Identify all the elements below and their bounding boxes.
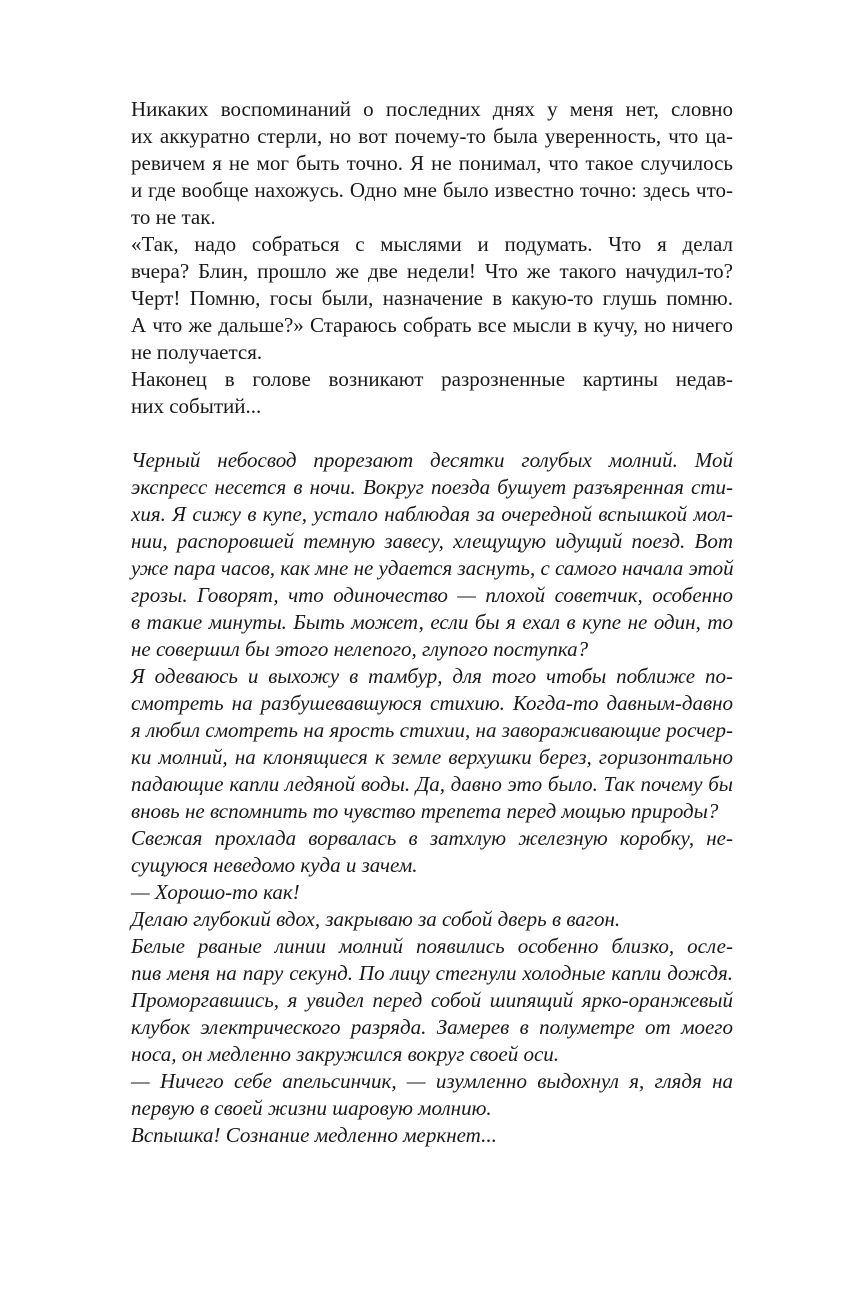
paragraph [103,1068,733,1122]
text-line: Белые рваные линии молний появились особенно близко, осле- [131,934,733,958]
text-line: уже пара часов, как мне не удается заснуть, с самого начала этой [131,556,734,580]
text-line: их аккуратно стерли, но вот почему-то была уверенность, что ца- [131,124,733,148]
text-line: нии, распоровшей темную завесу, хлещущую идущий поезд. Вот [131,529,733,553]
text-line: А что же дальше?» Стараюсь собрать все мысли в кучу, но ничего [131,313,733,337]
text-line: сущуюся неведомо куда и зачем. [131,853,418,877]
paragraph [103,231,733,366]
text-line: не получается. [131,340,263,364]
text-line: грозы. Говорят, что одиночество — плохой советчик, особенно [131,583,733,607]
paragraph [103,366,733,420]
text-line: вновь не вспомнить то чувство трепета перед мощью природы? [131,799,719,823]
book-page [103,96,733,1149]
text-line: них событий... [131,394,262,418]
paragraph [103,906,733,933]
paragraph [103,879,733,906]
text-line: ревичем я не мог быть точно. Я не понимал, что такое случилось [131,151,733,175]
paragraph [103,825,733,879]
text-line: в такие минуты. Быть может, если бы я ехал в купе не один, то [131,610,733,634]
text-line: то не так. [131,205,216,229]
paragraph [103,96,733,231]
text-line: Проморгавшись, я увидел перед собой шипящий ярко-оранжевый [131,988,733,1012]
text-line: ки молний, на клонящиеся к земле верхушки берез, горизонтально [131,745,733,769]
paragraph [103,1122,733,1149]
text-line: «Так, надо собраться с мыслями и подумать. Что я делал [131,232,733,256]
paragraph [103,447,733,663]
text-line: Делаю глубокий вдох, закрываю за собой дверь в вагон. [131,907,621,931]
text-line: первую в своей жизни шаровую молнию. [131,1096,492,1120]
text-line: Я одеваюсь и выхожу в тамбур, для того чтобы поближе по- [131,664,733,688]
text-line: — Хорошо-то как! [131,880,300,904]
text-line: Наконец в голове возникают разрозненные картины недав- [131,367,733,391]
text-line: Никаких воспоминаний о последних днях у меня нет, словно [131,97,733,121]
text-line: я любил смотреть на ярость стихии, на завораживающие росчер- [131,718,733,742]
text-line: экспресс несется в ночи. Вокруг поезда бушует разъяренная сти- [131,475,733,499]
text-line: падающие капли ледяной воды. Да, давно это было. Так почему бы [131,772,733,796]
text-line: — Ничего себе апельсинчик, — изумленно выдохнул я, глядя на [131,1069,733,1093]
text-line: Черт! Помню, госы были, назначение в какую-то глушь помню. [131,286,733,310]
text-line: Вспышка! Сознание медленно меркнет... [131,1123,497,1147]
text-line: хия. Я сижу в купе, устало наблюдая за очередной вспышкой мол- [131,502,733,526]
text-line: носа, он медленно закружился вокруг своей оси. [131,1042,560,1066]
italic-dream-section [103,447,733,1149]
text-line: смотреть на разбушевавшуюся стихию. Когда-то давным-давно [131,691,733,715]
upright-section [103,96,733,420]
paragraph [103,933,733,1068]
paragraph [103,663,733,825]
text-line: Черный небосвод прорезают десятки голубых молний. Мой [131,448,733,472]
text-line: Свежая прохлада ворвалась в затхлую железную коробку, не- [131,826,733,850]
text-line: клубок электрического разряда. Замерев в полуметре от моего [131,1015,733,1039]
text-line: вчера? Блин, прошло же две недели! Что же такого начудил-то? [131,259,733,283]
text-line: и где вообще нахожусь. Одно мне было известно точно: здесь что- [131,178,733,202]
text-line: не совершил бы этого нелепого, глупого поступка? [131,637,589,661]
text-line: пив меня на пару секунд. По лицу стегнули холодные капли дождя. [131,961,733,985]
section-break [103,420,733,447]
